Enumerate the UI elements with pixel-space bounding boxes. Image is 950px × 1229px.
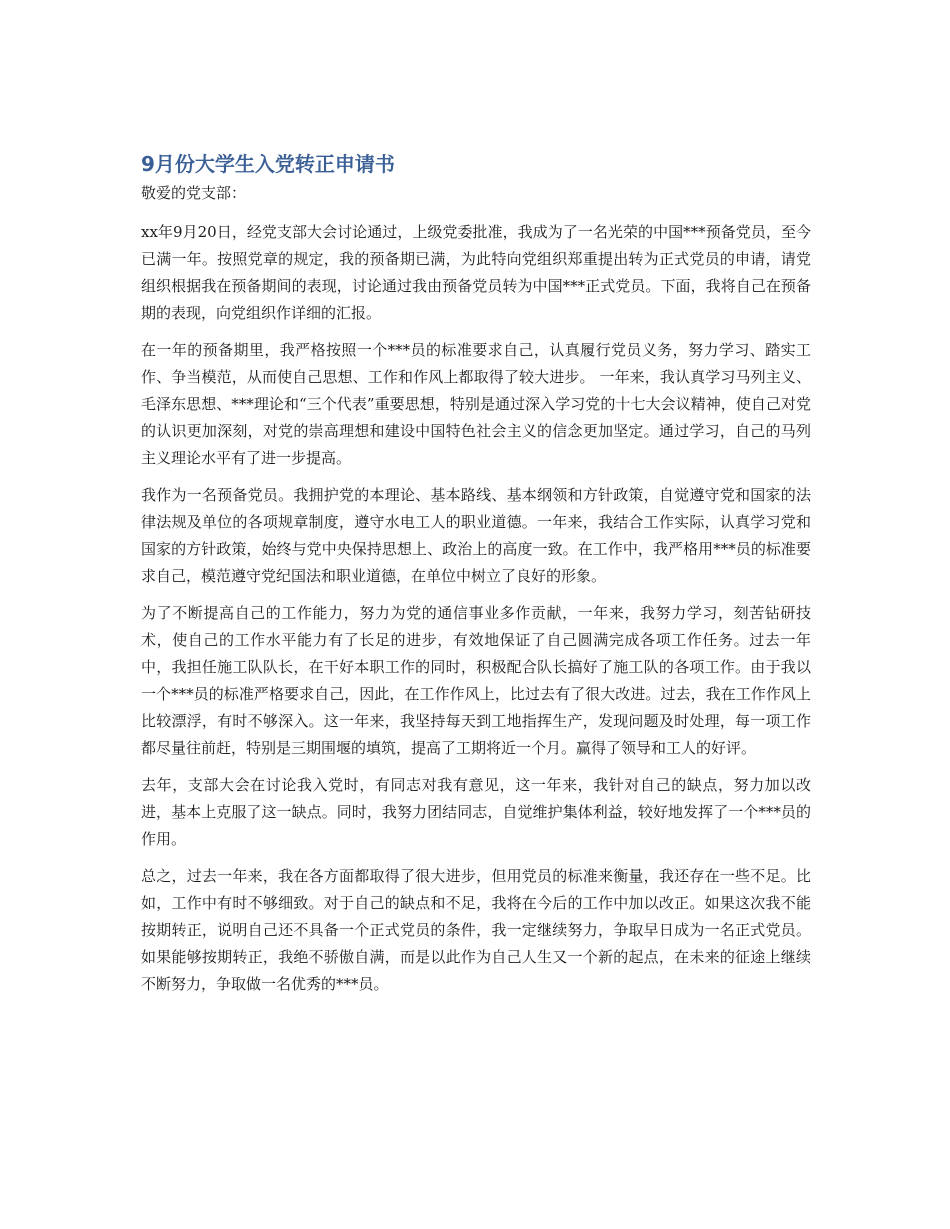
document-body	[141, 150, 811, 1008]
document-title: 9月份大学生入党转正申请书	[141, 152, 395, 176]
salutation: 敬爱的党支部：	[141, 184, 247, 202]
paragraph-4: 为了不断提高自己的工作能力，努力为党的通信事业多作贡献，一年来，我努力学习，刻苦钻研技术，使自己的工作水平能力有了长足的进步，有效地保证了自己圆满完成各项工作任务。过去一年中，我担任施工队队长，在干好本职工作的同时，积极配合队长搞好了施工队的各项工作。由于我以一个***员的标准严格要求自己，因此，在工作作风上，比过去有了很大改进。过去，我在工作作风上比较漂浮，有时不够深入。这一年来，我坚持每天到工地指挥生产，发现问题及时处理，每一项工作都尽量往前赶，特别是三期围堰的填筑，提高了工期将近一个月。赢得了领导和工人的好评。	[141, 604, 811, 757]
paragraph-1: xx年9月20日，经党支部大会讨论通过，上级党委批准，我成为了一名光荣的中国***预备党员，至今已满一年。按照党章的规定，我的预备期已满，为此特向党组织郑重提出转为正式党员的申请，请党组织根据我在预备期间的表现，讨论通过我由预备党员转为中国***正式党员。下面，我将自己在预备期的表现，向党组织作详细的汇报。	[141, 223, 811, 322]
paragraph-2: 在一年的预备期里，我严格按照一个***员的标准要求自己，认真履行党员义务，努力学习、踏实工作、争当模范，从而使自己思想、工作和作风上都取得了较大进步。 一年来，我认真学习马列主义、毛泽东思想、***理论和“三个代表”重要思想，特别是通过深入学习党的十七大会议精神，使自己对党的认识更加深刻，对党的崇高理想和建设中国特色社会主义的信念更加坚定。通过学习，自己的马列主义理论水平有了进一步提高。	[141, 341, 811, 467]
paragraph-5: 去年，支部大会在讨论我入党时，有同志对我有意见，这一年来，我针对自己的缺点，努力加以改进，基本上克服了这一缺点。同时，我努力团结同志，自觉维护集体利益，较好地发挥了一个***员的作用。	[141, 776, 811, 848]
paragraph-3: 我作为一名预备党员。我拥护党的本理论、基本路线、基本纲领和方针政策，自觉遵守党和国家的法律法规及单位的各项规章制度，遵守水电工人的职业道德。一年来，我结合工作实际，认真学习党和国家的方针政策，始终与党中央保持思想上、政治上的高度一致。在工作中，我严格用***员的标准要求自己，模范遵守党纪国法和职业道德，在单位中树立了良好的形象。	[141, 486, 811, 585]
paragraph-6: 总之，过去一年来，我在各方面都取得了很大进步，但用党员的标准来衡量，我还存在一些不足。比如，工作中有时不够细致。对于自己的缺点和不足，我将在今后的工作中加以改正。如果这次我不能按期转正，说明自己还不具备一个正式党员的条件，我一定继续努力，争取早日成为一名正式党员。如果能够按期转正，我绝不骄傲自满，而是以此作为自己人生又一个新的起点，在未来的征途上继续不断努力，争取做一名优秀的***员。	[141, 867, 811, 993]
